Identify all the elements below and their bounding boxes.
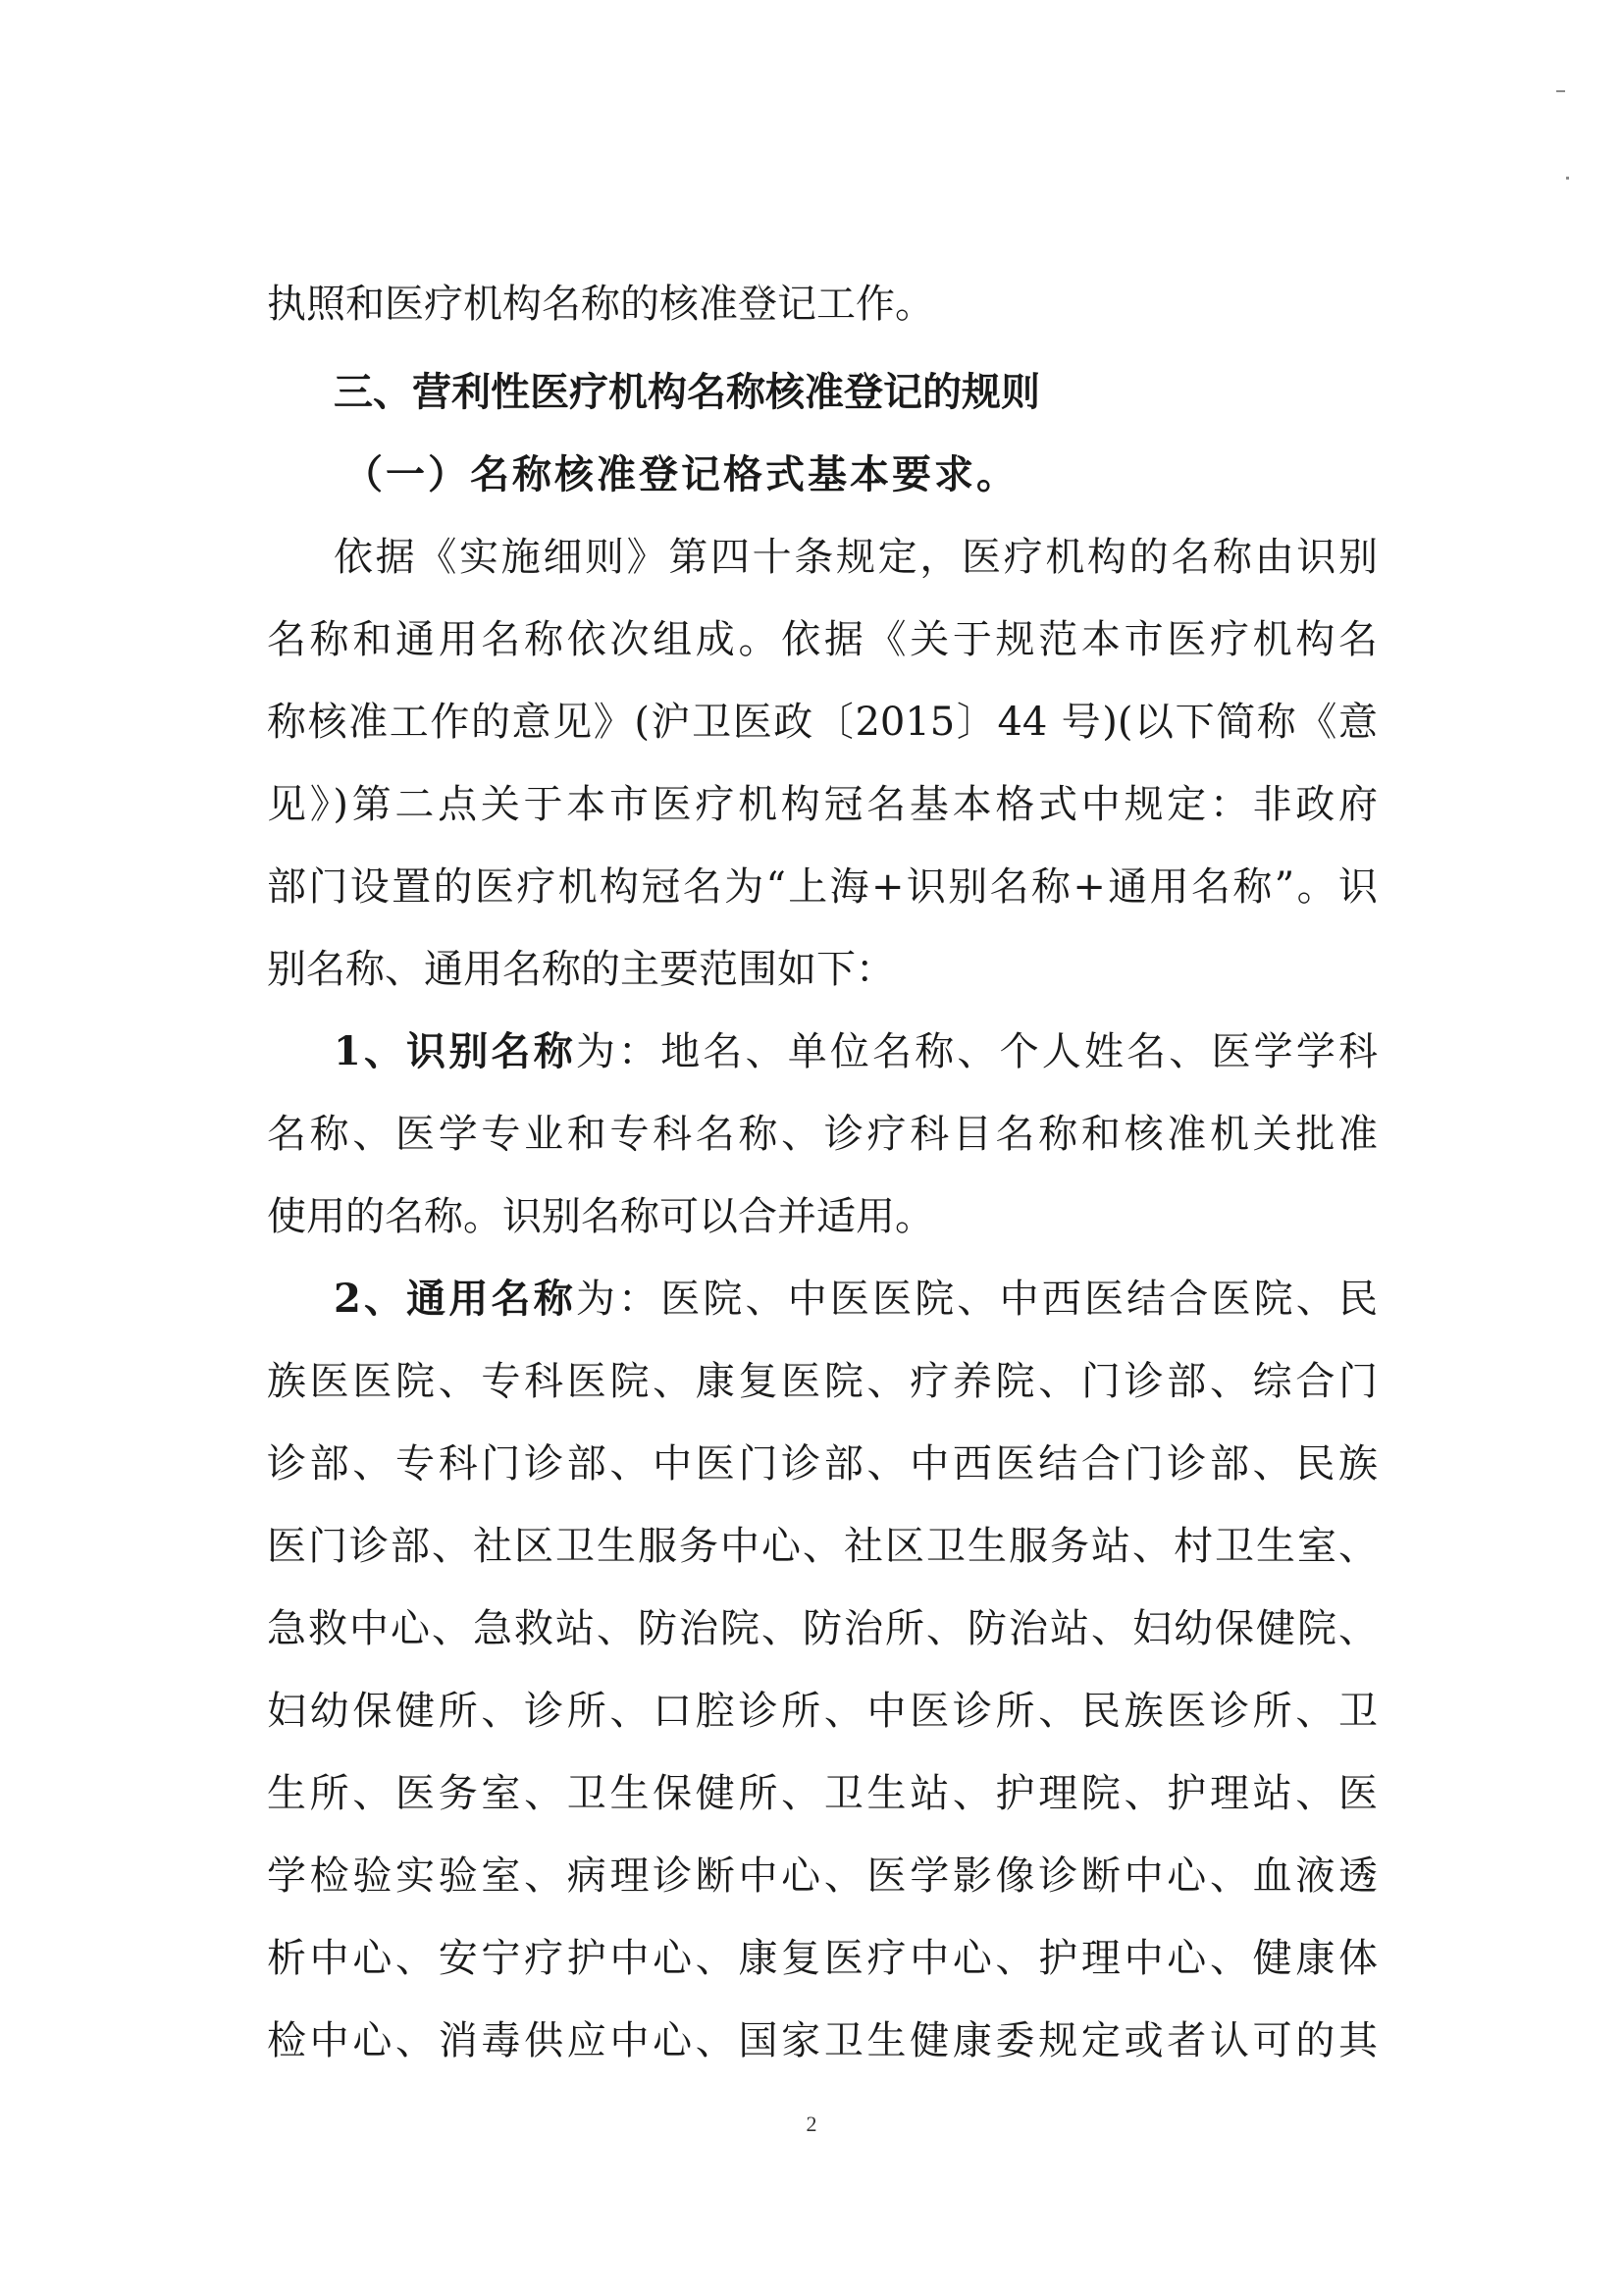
paragraph-line: 族医医院、专科医院、康复医院、疗养院、门诊部、综合门 bbox=[267, 1359, 1378, 1404]
paragraph-line: 医门诊部、社区卫生服务中心、社区卫生服务站、村卫生室、 bbox=[267, 1524, 1378, 1569]
paragraph-line: 名称和通用名称依次组成。依据《关于规范本市医疗机构名 bbox=[267, 617, 1378, 662]
subsection-heading: （一）名称核准登记格式基本要求。 bbox=[343, 451, 1019, 497]
paragraph-line: 见》)第二点关于本市医疗机构冠名基本格式中规定：非政府 bbox=[267, 782, 1378, 827]
section-heading: 三、营利性医疗机构名称核准登记的规则 bbox=[334, 370, 1040, 415]
paragraph-line: 依据《实施细则》第四十条规定，医疗机构的名称由识别 bbox=[334, 535, 1378, 580]
paragraph-line: 学检验实验室、病理诊断中心、医学影像诊断中心、血液透 bbox=[267, 1853, 1378, 1899]
paragraph-line: 诊部、专科门诊部、中医门诊部、中西医结合门诊部、民族 bbox=[267, 1441, 1378, 1487]
list-item-text: 为：医院、中医医院、中西医结合医院、民 bbox=[575, 1277, 1378, 1322]
paragraph-line: 部门设置的医疗机构冠名为“上海+识别名称+通用名称”。识 bbox=[267, 864, 1378, 910]
paragraph-line: 名称、医学专业和专科名称、诊疗科目名称和核准机关批准 bbox=[267, 1112, 1378, 1157]
paragraph-line: 生所、医务室、卫生保健所、卫生站、护理院、护理站、医 bbox=[267, 1771, 1378, 1816]
scan-artifact bbox=[1566, 177, 1569, 180]
page-number: 2 bbox=[806, 2112, 817, 2136]
list-item-text: 为：地名、单位名称、个人姓名、医学学科 bbox=[575, 1029, 1378, 1074]
paragraph-line: 使用的名称。识别名称可以合并适用。 bbox=[267, 1194, 934, 1239]
paragraph-line: 执照和医疗机构名称的核准登记工作。 bbox=[267, 282, 934, 327]
scan-artifact bbox=[1556, 90, 1565, 92]
paragraph-line: 别名称、通用名称的主要范围如下： bbox=[267, 947, 895, 992]
paragraph-line: 妇幼保健所、诊所、口腔诊所、中医诊所、民族医诊所、卫 bbox=[267, 1689, 1378, 1734]
list-item-label: 1、识别名称 bbox=[334, 1028, 576, 1074]
list-item-identifying-name bbox=[334, 1028, 1378, 1075]
list-item-generic-name bbox=[334, 1276, 1378, 1323]
list-item-label: 2、通用名称 bbox=[334, 1276, 576, 1322]
paragraph-line: 检中心、消毒供应中心、国家卫生健康委规定或者认可的其 bbox=[267, 2018, 1378, 2063]
paragraph-line: 急救中心、急救站、防治院、防治所、防治站、妇幼保健院、 bbox=[267, 1606, 1378, 1651]
paragraph-line: 称核准工作的意见》(沪卫医政〔2015〕44 号)(以下简称《意 bbox=[267, 700, 1378, 745]
paragraph-line: 析中心、安宁疗护中心、康复医疗中心、护理中心、健康体 bbox=[267, 1936, 1378, 1981]
